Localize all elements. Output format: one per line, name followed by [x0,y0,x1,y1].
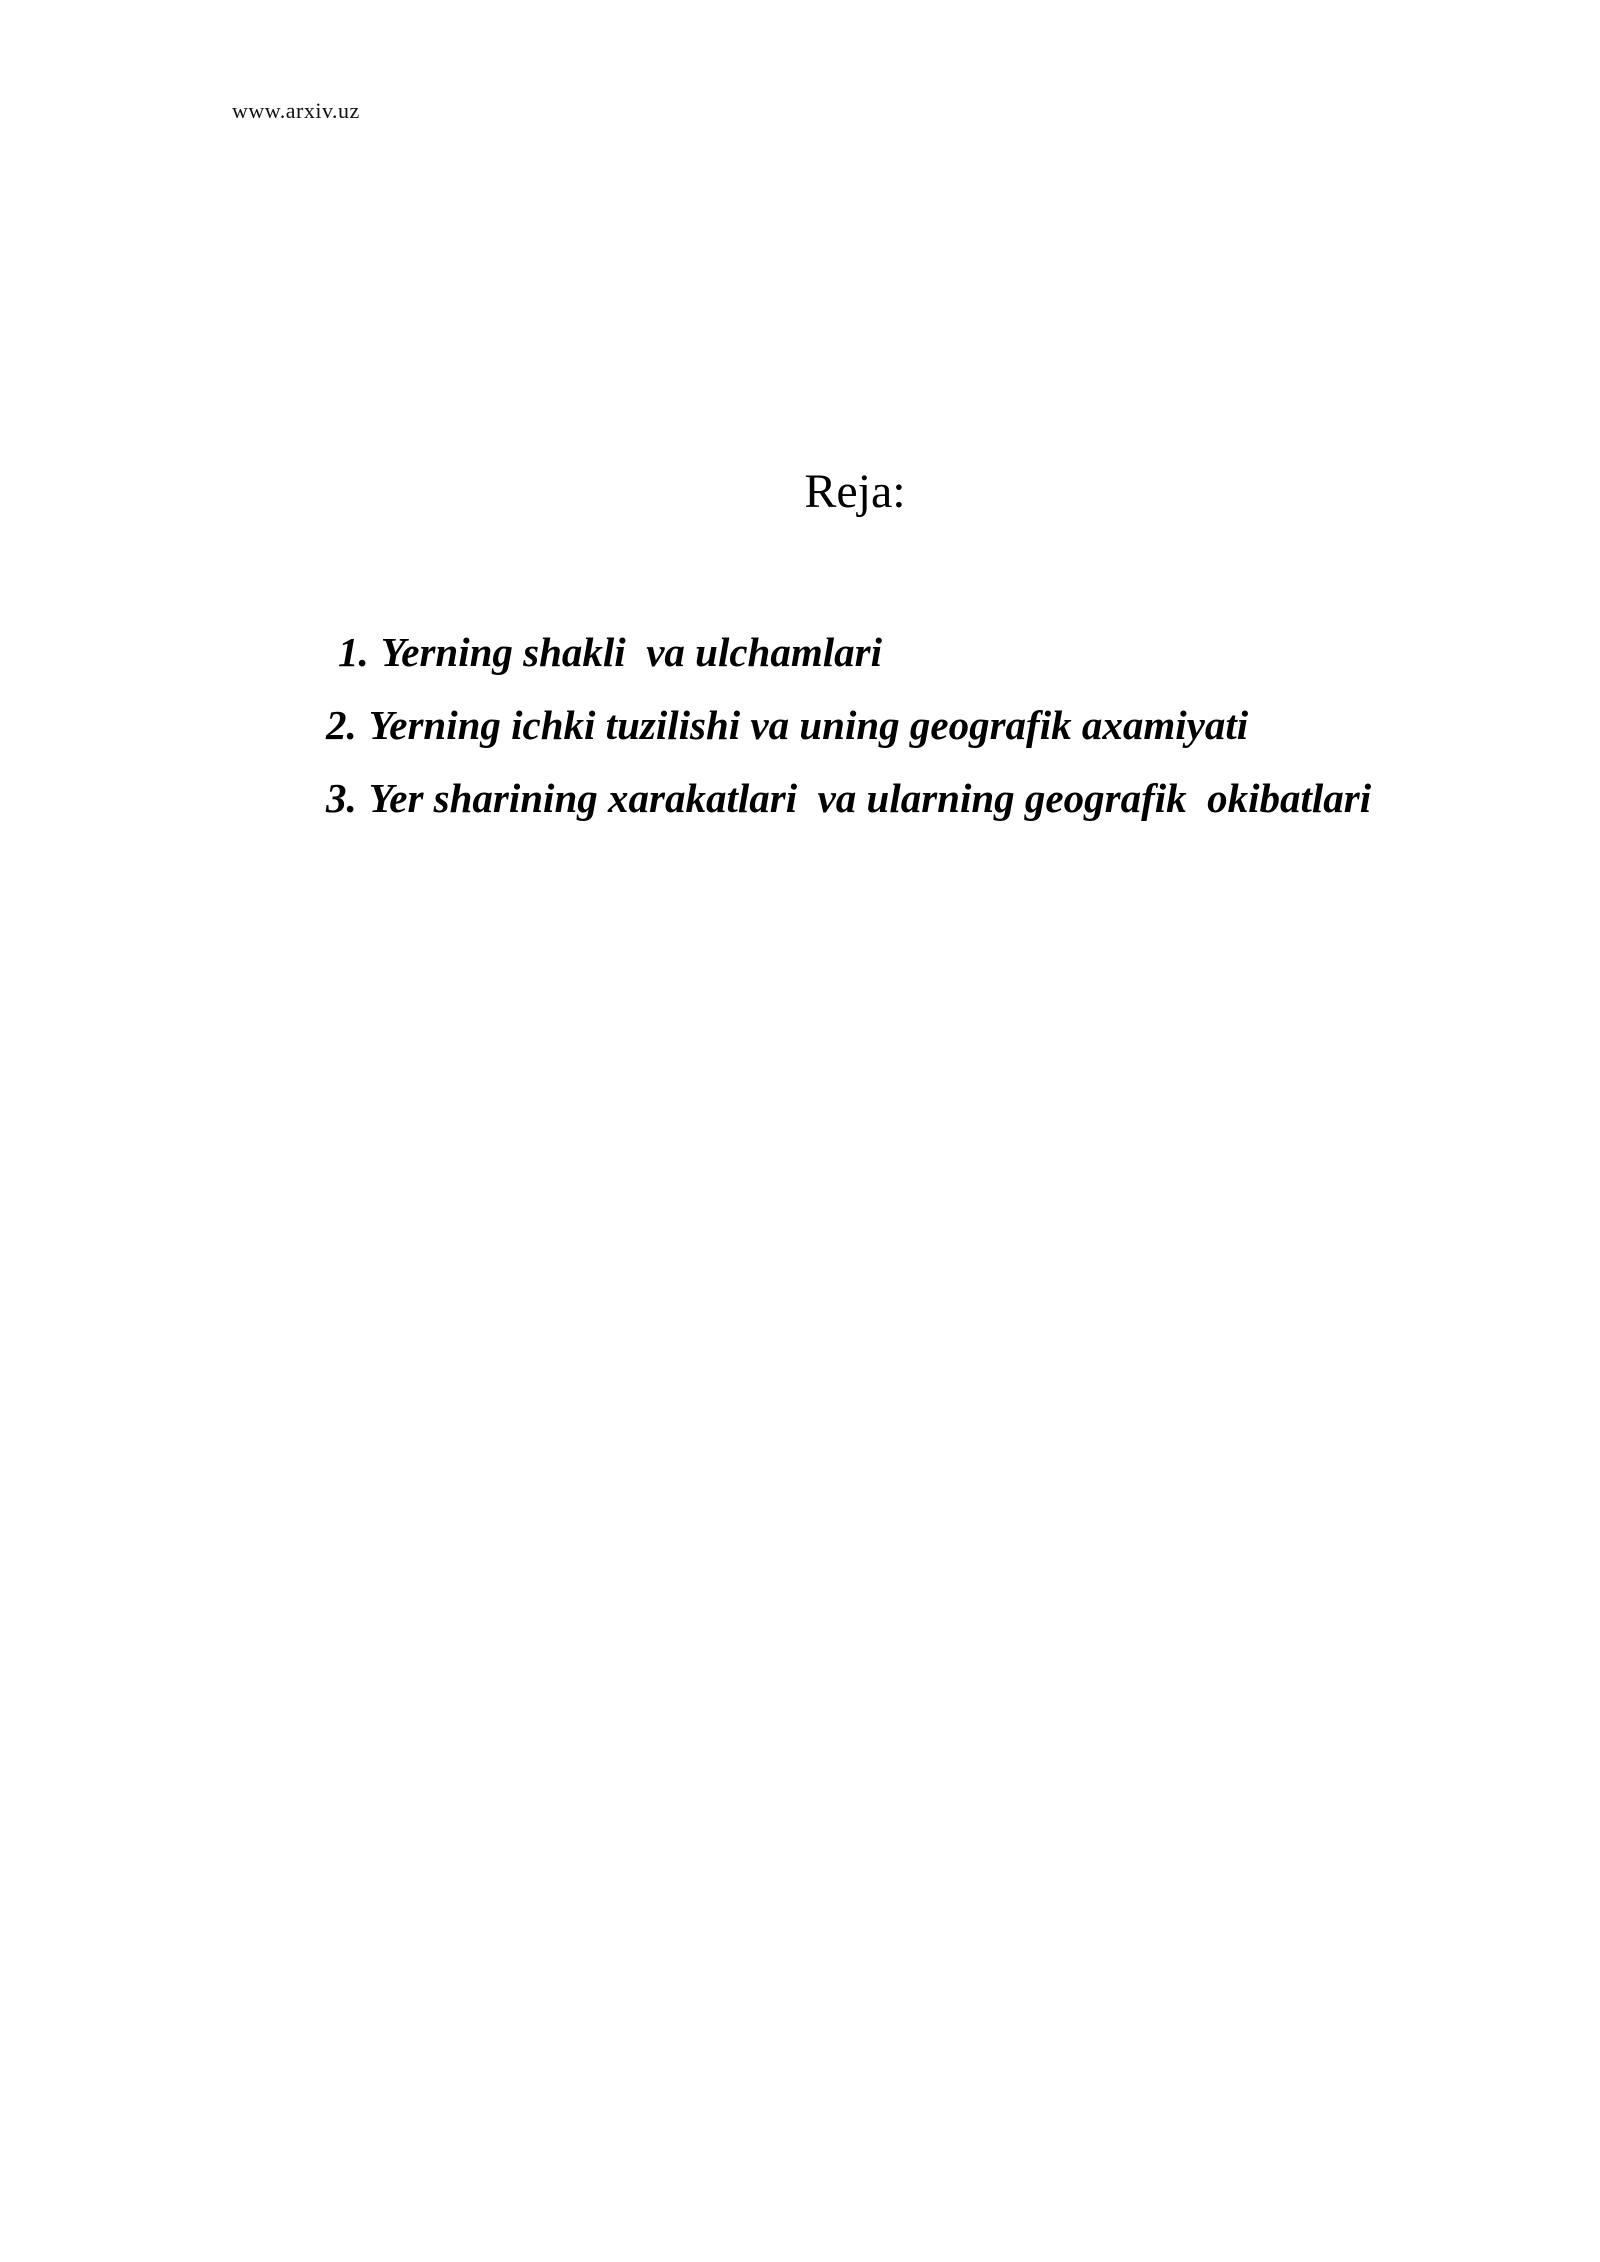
page-title: Reja: [804,465,906,518]
header-url: www.arxiv.uz [232,98,360,123]
plan-item-text: Yer sharining xarakatlari va ularning geografik okibatlari [368,775,1372,821]
plan-item-1 [338,628,882,676]
plan-item-number: 2. [326,702,357,748]
plan-item-3 [326,774,1371,822]
plan-item-2 [326,701,1248,749]
plan-item-text: Yerning shakli va ulchamlari [380,629,882,675]
plan-item-number: 1. [338,629,369,675]
plan-item-number: 3. [326,775,357,821]
plan-item-text: Yerning ichki tuzilishi va uning geografik axamiyati [368,702,1249,748]
